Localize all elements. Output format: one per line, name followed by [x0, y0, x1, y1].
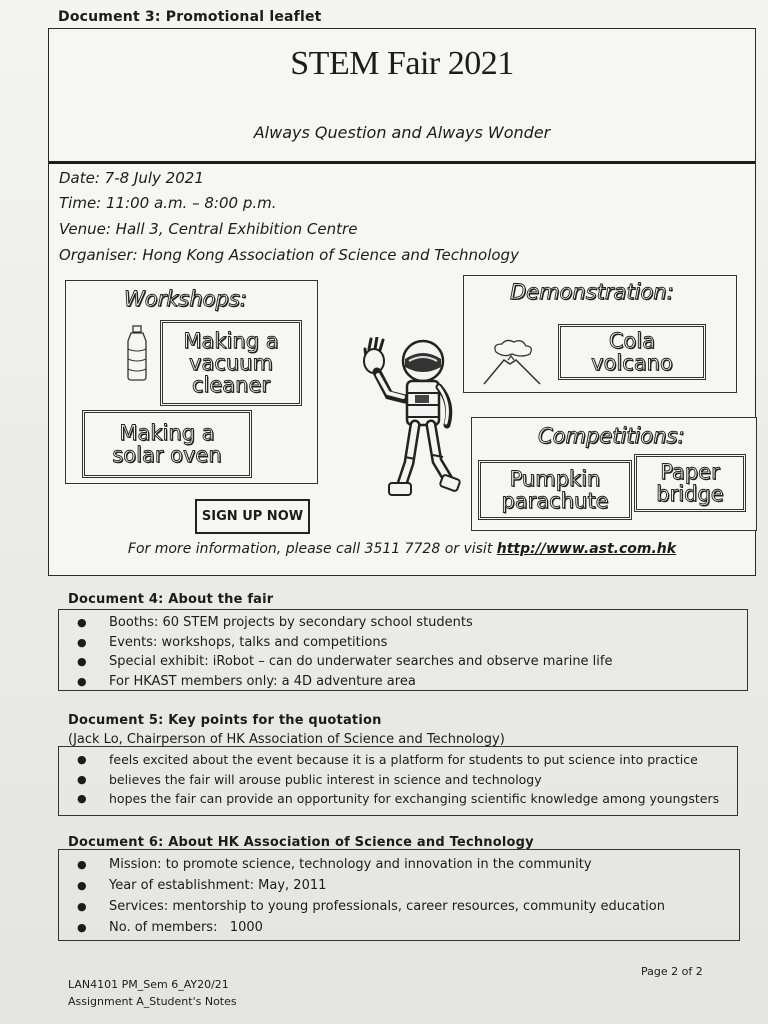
competitions-title: Competitions: [538, 424, 685, 448]
association-info-list [77, 854, 729, 938]
title-divider [49, 161, 755, 164]
event-organiser: Organiser: Hong Kong Association of Science and Technology [59, 246, 519, 264]
list-item: ● No. of members: 1000 [77, 917, 729, 938]
volcano-icon [482, 338, 542, 386]
list-item: ● Special exhibit: iRobot – can do underwater searches and observe marine life [77, 652, 737, 672]
robot-illustration [361, 337, 461, 517]
competition-1-line-2: parachute [501, 489, 609, 513]
list-item: ● For HKAST members only: a 4D adventure area [77, 672, 737, 692]
leaflet-title: STEM Fair 2021 [290, 45, 514, 82]
list-item: ● Services: mentorship to young professionals, career resources, community education [77, 896, 729, 917]
event-venue: Venue: Hall 3, Central Exhibition Centre [59, 220, 358, 238]
association-info-box [58, 849, 740, 941]
demonstration-panel [463, 275, 737, 393]
list-item: ● hopes the fair can provide an opportunity for exchanging scientific knowledge among youngsters [77, 789, 727, 809]
leaflet-motto: Always Question and Always Wonder [253, 123, 551, 142]
competitions-panel [471, 417, 757, 531]
promotional-leaflet [48, 28, 756, 576]
workshop-1-line-1: Making a [183, 329, 279, 353]
workshops-panel [65, 280, 318, 484]
list-item: ● Mission: to promote science, technology and innovation in the community [77, 854, 729, 875]
about-fair-box [58, 609, 748, 691]
workshop-solar-oven [82, 410, 252, 478]
more-info-line [49, 541, 755, 557]
footer-course-code: LAN4101 PM_Sem 6_AY20/21 [68, 978, 229, 991]
quotation-points-box [58, 746, 738, 816]
competition-paper-bridge [634, 454, 746, 512]
workshop-vacuum-cleaner [160, 320, 302, 406]
event-time: Time: 11:00 a.m. – 8:00 p.m. [59, 194, 277, 212]
workshop-1-line-2: vacuum [189, 351, 273, 375]
footer-course-info [68, 976, 237, 1010]
document-3-label: Document 3: Promotional leaflet [58, 9, 322, 25]
list-item: ● believes the fair will arouse public interest in science and technology [77, 770, 727, 790]
water-bottle-icon [122, 325, 152, 381]
demonstration-title: Demonstration: [510, 280, 674, 304]
workshops-title: Workshops: [124, 287, 247, 311]
demonstration-cola-volcano [558, 324, 706, 380]
document-4-label: Document 4: About the fair [68, 592, 274, 607]
about-fair-list [77, 613, 737, 691]
competition-2-line-1: Paper [660, 460, 720, 484]
competition-pumpkin-parachute [478, 460, 632, 520]
demonstration-line-2: volcano [591, 351, 673, 375]
quotation-source: (Jack Lo, Chairperson of HK Association of Science and Technology) [68, 732, 505, 747]
website-link[interactable]: http://www.ast.com.hk [496, 541, 677, 557]
list-item: ● Booths: 60 STEM projects by secondary school students [77, 613, 737, 633]
page-number: Page 2 of 2 [641, 965, 703, 978]
list-item: ● Year of establishment: May, 2011 [77, 875, 729, 896]
demonstration-line-1: Cola [608, 329, 656, 353]
sign-up-button[interactable]: SIGN UP NOW [195, 499, 310, 534]
competition-2-line-2: bridge [656, 482, 724, 506]
document-6-label: Document 6: About HK Association of Science and Technology [68, 835, 534, 850]
workshop-2-line-1: Making a [119, 421, 215, 445]
competition-1-line-1: Pumpkin [509, 467, 601, 491]
more-info-text: For more information, please call 3511 7728 or visit [127, 541, 497, 557]
list-item: ● feels excited about the event because it is a platform for students to put science into practice [77, 750, 727, 770]
footer-assignment-name: Assignment A_Student's Notes [68, 995, 237, 1008]
event-date: Date: 7-8 July 2021 [59, 169, 204, 187]
workshop-2-line-2: solar oven [112, 443, 222, 467]
list-item: ● Events: workshops, talks and competitions [77, 633, 737, 653]
quotation-points-list [77, 750, 727, 809]
document-5-label: Document 5: Key points for the quotation [68, 713, 382, 728]
workshop-1-line-3: cleaner [191, 373, 271, 397]
